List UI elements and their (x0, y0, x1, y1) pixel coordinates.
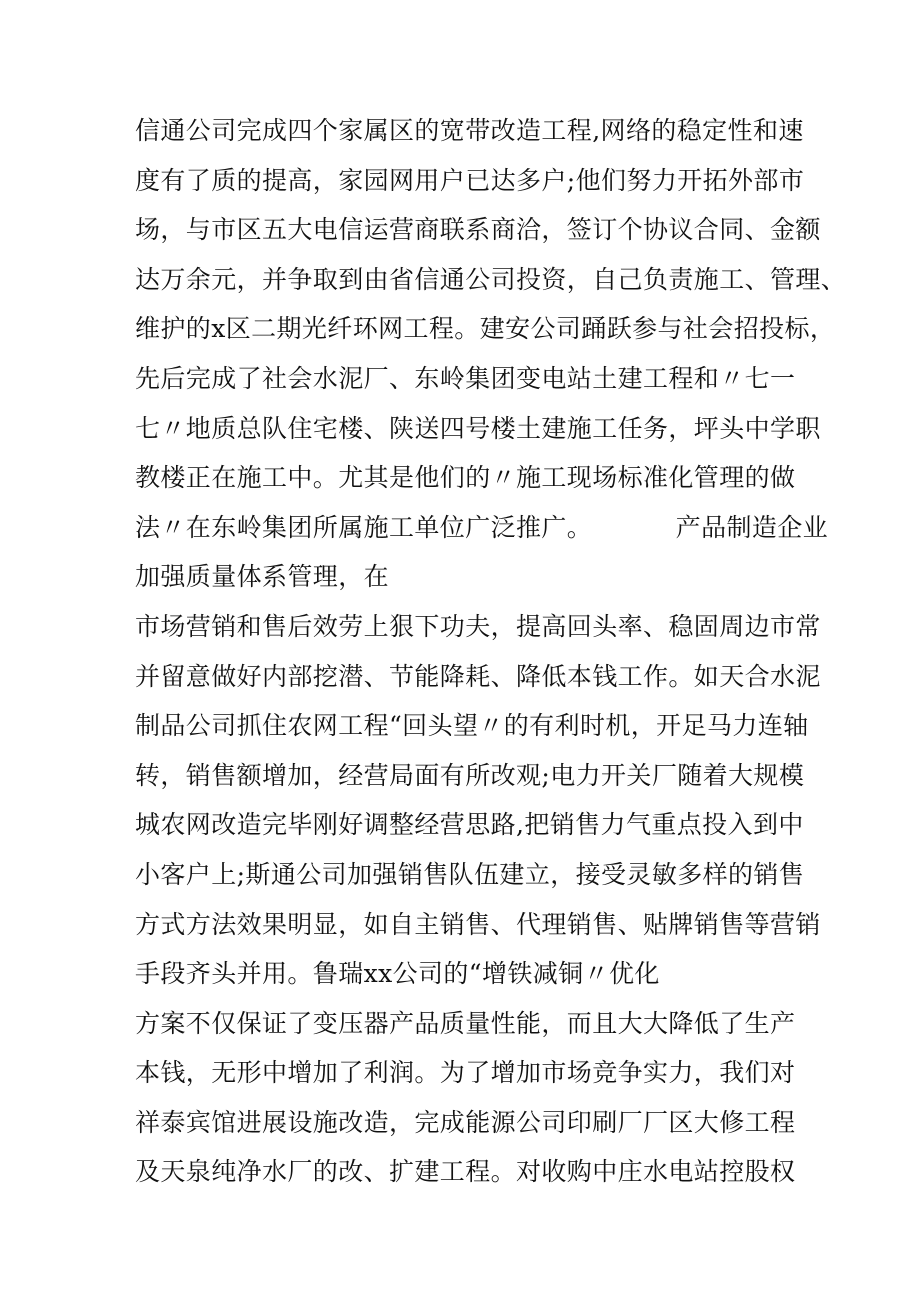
text-line: 教楼正在施工中。尤其是他们的〃施工现场标准化管理的做 (135, 463, 796, 493)
text-line: 市场营销和售后效劳上狠下功夫，提高回头率、稳固周边市常 (135, 611, 821, 641)
body-text (135, 106, 847, 1197)
text-line: 城农网改造完毕刚好调整经营思路,把销售力气重点投入到中 (135, 810, 804, 840)
text-line: 及天泉纯净水厂的改、扩建工程。对收购中庄水电站控股权 (135, 1157, 796, 1187)
text-line: 信通公司完成四个家属区的宽带改造工程,网络的稳定性和速 (135, 116, 804, 145)
text-line: 加强质量体系管理，在 (135, 562, 390, 592)
text-line: 本钱，无形中增加了利润。为了增加市场竞争实力，我们对 (135, 1058, 796, 1088)
text-line: 度有了质的提高，家园网用户已达多户;他们努力开拓外部市 (135, 165, 805, 195)
text-line: 并留意做好内部挖潜、节能降耗、降低本钱工作。如天合水泥 (135, 661, 821, 691)
text-line: 祥泰宾馆进展设施改造，完成能源公司印刷厂厂区大修工程 (135, 1107, 796, 1137)
text-line: 方案不仅保证了变压器产品质量性能，而且大大降低了生产 (135, 1008, 796, 1038)
text-line: 法〃在东岭集团所属施工单位广泛推广。 产品制造企业 (135, 512, 829, 542)
text-line: 场，与市区五大电信运营商联系商洽，签订个协议合同、金额 (135, 215, 821, 245)
text-line: 转，销售额增加，经营局面有所改观;电力开关厂随着大规模 (135, 760, 805, 790)
text-line: 手段齐头并用。鲁瑞xx公司的“增铁减铜〃优化 (135, 959, 660, 989)
text-line: 七〃地质总队住宅楼、陕送四号楼土建施工任务，坪头中学职 (135, 413, 821, 443)
text-line: 小客户上;斯通公司加强销售队伍建立，接受灵敏多样的销售 (135, 859, 805, 889)
text-line: 达万余元，并争取到由省信通公司投资，自己负责施工、管理、 (135, 264, 847, 294)
text-line: 制品公司抓住农网工程“回头望〃的有利时机，开足马力连轴 (135, 711, 809, 741)
text-line: 方式方法效果明显，如自主销售、代理销售、贴牌销售等营销 (135, 909, 821, 939)
text-line: 维护的x区二期光纤环网工程。建安公司踊跃参与社会招投标， (135, 314, 836, 344)
text-line: 先后完成了社会水泥厂、东岭集团变电站土建工程和〃七一 (135, 363, 796, 393)
